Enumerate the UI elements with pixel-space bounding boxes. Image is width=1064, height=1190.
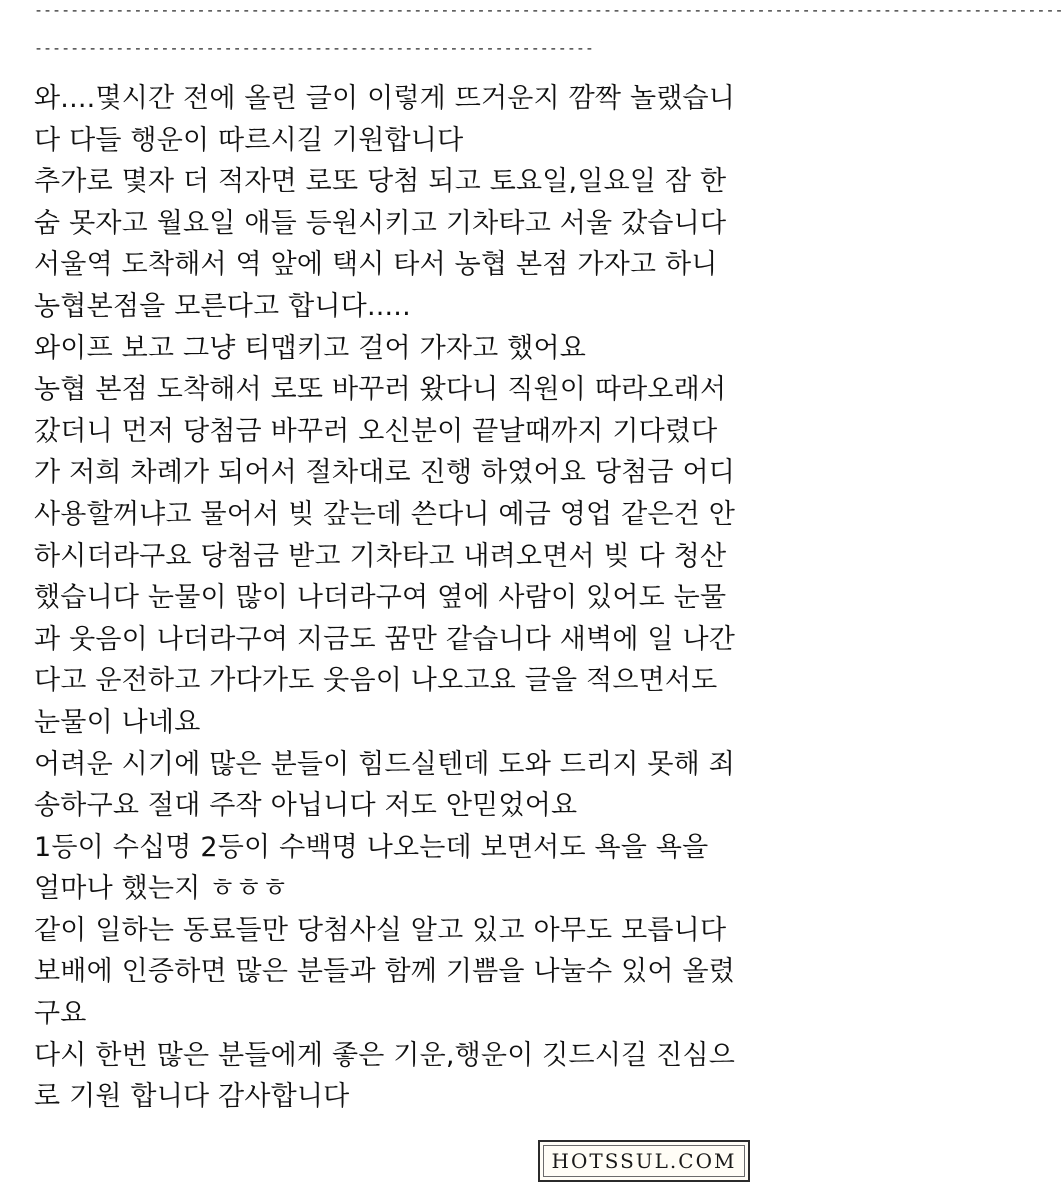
text-line: 사용할꺼냐고 물어서 빚 갚는데 쓴다니 예금 영업 같은건 안 [34, 498, 736, 530]
text-line: 추가로 몇자 더 적자면 로또 당첨 되고 토요일,일요일 잠 한 [34, 166, 727, 198]
text-line: 구요 [34, 998, 87, 1030]
text-line: 갔더니 먼저 당첨금 바꾸러 오신분이 끝날때까지 기다렸다 [34, 415, 718, 447]
text-line: 눈물이 나네요 [34, 706, 201, 738]
text-line: 농협본점을 모른다고 합니다..... [34, 290, 411, 322]
text-line: 서울역 도착해서 역 앞에 택시 타서 농협 본점 가자고 하니 [34, 249, 718, 281]
text-line: 와이프 보고 그냥 티맵키고 걸어 가자고 했어요 [34, 332, 587, 364]
separator-line: -------------------------------------------------------------- [34, 39, 594, 57]
text-line: 했습니다 눈물이 많이 나더라구여 옆에 사람이 있어도 눈물 [34, 582, 727, 614]
text-line: 와....몇시간 전에 올린 글이 이렇게 뜨거운지 깜짝 놀랬습니 [34, 83, 736, 114]
text-line: 얼마나 했는지 ㅎㅎㅎ [34, 873, 289, 905]
text-line: 하시더라구요 당첨금 받고 기차타고 내려오면서 빚 다 청산 [34, 540, 727, 572]
text-line: 다고 운전하고 가다가도 웃음이 나오고요 글을 적으면서도 [34, 665, 718, 697]
separator-line: ------------------------------------------------------------------------------------------------------------------ [34, 1, 1064, 19]
text-line: 어려운 시기에 많은 분들이 힘드실텐데 도와 드리지 못해 죄 [34, 748, 736, 780]
text-line: 숨 못자고 월요일 애들 등원시키고 기차타고 서울 갔습니다 [34, 207, 727, 239]
text-line: 가 저희 차례가 되어서 절차대로 진행 하였어요 당첨금 어디 [34, 457, 736, 489]
text-line: 과 웃음이 나더라구여 지금도 꿈만 같습니다 새벽에 일 나간 [34, 623, 736, 655]
text-line: 다 다들 행운이 따르시길 기원합니다 [34, 124, 464, 156]
text-line: 송하구요 절대 주작 아닙니다 저도 안믿었어요 [34, 790, 578, 822]
watermark-logo: HOTSSUL.COM [538, 1140, 750, 1182]
text-line: 1등이 수십명 2등이 수백명 나오는데 보면서도 욕을 욕을 [34, 831, 709, 863]
post-body [34, 78, 734, 1118]
text-line: 농협 본점 도착해서 로또 바꾸러 왔다니 직원이 따라오래서 [34, 374, 727, 406]
text-line: 보배에 인증하면 많은 분들과 함께 기쁨을 나눌수 있어 올렸 [34, 956, 736, 988]
text-line: 다시 한번 많은 분들에게 좋은 기운,행운이 깃드시길 진심으 [34, 1039, 736, 1071]
text-line: 같이 일하는 동료들만 당첨사실 알고 있고 아무도 모릅니다 [34, 914, 727, 946]
text-line: 로 기원 합니다 감사합니다 [34, 1081, 350, 1113]
